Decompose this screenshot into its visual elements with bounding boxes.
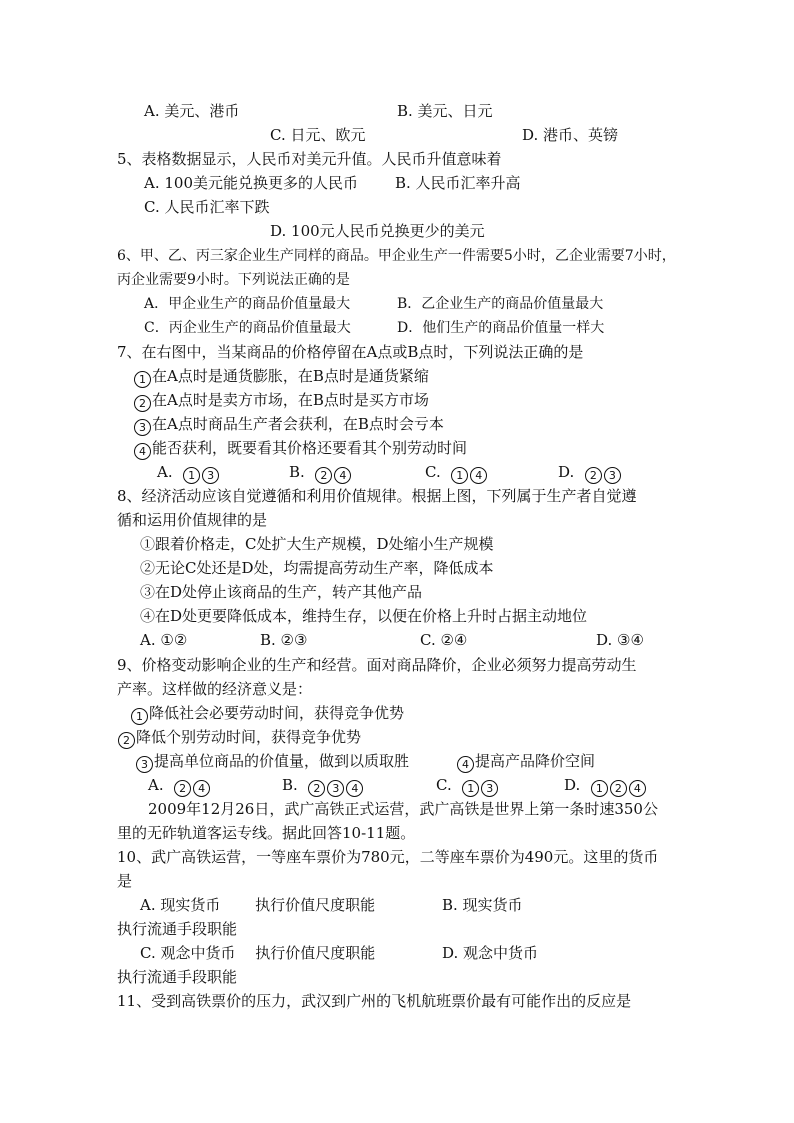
q9-stem-line-1: 9、价格变动影响企业的生产和经营。面对商品降价，企业必须努力提高劳动生 bbox=[117, 656, 637, 674]
q6-stem-line-1: 6、甲、乙、丙三家企业生产同样的商品。甲企业生产一件需要5小时，乙企业需要7小时， bbox=[117, 248, 676, 264]
circled-number: 2 bbox=[118, 732, 135, 749]
q6-option-c: C．丙企业生产的商品价值量最大 bbox=[144, 320, 351, 336]
intro-line-1: 2009年12月26日，武广高铁正式运营，武广高铁是世界上第一条时速350公 bbox=[148, 800, 658, 818]
q7-option-b bbox=[289, 462, 352, 484]
option-label: A. bbox=[157, 463, 173, 481]
q9-stem-line-2: 产率。这样做的经济意义是： bbox=[117, 680, 313, 698]
circled-number: 2 bbox=[585, 467, 602, 484]
q8-stem-line-2: 循和运用价值规律的是 bbox=[117, 511, 268, 529]
q9-option-b bbox=[282, 775, 364, 797]
circled-number: 3 bbox=[136, 756, 153, 773]
q7-statement-3 bbox=[133, 414, 444, 436]
q10-option-d-continued: 执行流通手段职能 bbox=[117, 968, 238, 986]
q4-option-c: C. 日元、欧元 bbox=[270, 126, 366, 144]
statement-text: 能否获利，既要看其价格还要看其个别劳动时间 bbox=[152, 439, 468, 457]
q4-option-d: D. 港币、英镑 bbox=[522, 126, 619, 144]
q7-option-c bbox=[425, 462, 488, 484]
q6-stem-line-2: 丙企业需要9小时。下列说法正确的是 bbox=[117, 272, 350, 288]
option-label: B. bbox=[289, 463, 305, 481]
q11-stem: 11、受到高铁票价的压力，武汉到广州的飞机航班票价最有可能作出的反应是 bbox=[117, 992, 632, 1010]
q10-stem-line-1: 10、武广高铁运营，一等座车票价为780元，二等座车票价为490元。这里的货币 bbox=[117, 848, 659, 866]
q10-option-a: A. 现实货币 执行价值尺度职能 bbox=[140, 896, 376, 914]
circled-number: 1 bbox=[591, 780, 608, 797]
q8-statement-2: ②无论C处还是D处，均需提高劳动生产率，降低成本 bbox=[140, 559, 494, 577]
q10-option-c: C. 观念中货币 执行价值尺度职能 bbox=[140, 944, 376, 962]
q5-option-a: A. 100美元能兑换更多的人民币 bbox=[144, 174, 359, 192]
option-label: A. bbox=[148, 776, 164, 794]
intro-line-2: 里的无砟轨道客运专线。据此回答10-11题。 bbox=[117, 824, 416, 842]
q8-option-a: A. ①② bbox=[140, 631, 188, 649]
statement-text: 降低个别劳动时间，获得竞争优势 bbox=[136, 728, 362, 746]
q4-option-b: B. 美元、日元 bbox=[397, 102, 493, 120]
q10-option-b-continued: 执行流通手段职能 bbox=[117, 920, 238, 938]
statement-text: 提高单位商品的价值量，做到以质取胜 bbox=[154, 752, 410, 770]
circled-number: 2 bbox=[308, 780, 325, 797]
circled-number: 1 bbox=[134, 371, 151, 388]
statement-text: 在A点时是卖方市场，在B点时是买方市场 bbox=[152, 391, 429, 409]
q8-option-c: C. ②④ bbox=[420, 631, 468, 649]
circled-number: 2 bbox=[174, 780, 191, 797]
q6-option-a: A．甲企业生产的商品价值量最大 bbox=[144, 296, 351, 312]
q7-option-a bbox=[157, 462, 220, 484]
q7-statement-1 bbox=[133, 366, 429, 388]
q8-option-b: B. ②③ bbox=[260, 631, 308, 649]
circled-number: 1 bbox=[462, 780, 479, 797]
q8-statement-1: ①跟着价格走，C处扩大生产规模，D处缩小生产规模 bbox=[140, 535, 494, 553]
circled-number: 4 bbox=[193, 780, 210, 797]
circled-number: 1 bbox=[183, 467, 200, 484]
q8-stem-line-1: 8、经济活动应该自觉遵循和利用价值规律。根据上图，下列属于生产者自觉遵 bbox=[117, 487, 637, 505]
circled-number: 4 bbox=[346, 780, 363, 797]
q9-option-a bbox=[148, 775, 211, 797]
q10-stem-line-2: 是 bbox=[117, 872, 133, 890]
q8-option-d: D. ③④ bbox=[596, 631, 644, 649]
statement-text: 在A点时是通货膨胀，在B点时是通货紧缩 bbox=[152, 367, 429, 385]
q5-option-d: D. 100元人民币兑换更少的美元 bbox=[270, 222, 485, 240]
circled-number: 1 bbox=[451, 467, 468, 484]
q9-statement-3 bbox=[135, 751, 409, 773]
q4-option-a: A. 美元、港币 bbox=[144, 102, 240, 120]
q9-option-d bbox=[564, 775, 647, 797]
circled-number: 2 bbox=[315, 467, 332, 484]
circled-number: 3 bbox=[202, 467, 219, 484]
q7-option-d bbox=[558, 462, 622, 484]
q7-statement-4 bbox=[133, 438, 467, 460]
q9-statement-2 bbox=[117, 727, 361, 749]
statement-text: 提高产品降价空间 bbox=[475, 752, 596, 770]
circled-number: 3 bbox=[604, 467, 621, 484]
circled-number: 3 bbox=[134, 419, 151, 436]
circled-number: 4 bbox=[134, 443, 151, 460]
q8-statement-4: ④在D处更要降低成本，维持生存，以便在价格上升时占据主动地位 bbox=[140, 607, 588, 625]
circled-number: 4 bbox=[629, 780, 646, 797]
statement-text: 降低社会必要劳动时间，获得竞争优势 bbox=[149, 704, 405, 722]
q10-option-b: B. 现实货币 bbox=[442, 896, 523, 914]
option-label: C. bbox=[425, 463, 441, 481]
q9-statement-4 bbox=[456, 751, 595, 773]
circled-number: 3 bbox=[327, 780, 344, 797]
q8-statement-3: ③在D处停止该商品的生产，转产其他产品 bbox=[140, 583, 423, 601]
q5-option-b: B. 人民币汇率升高 bbox=[395, 174, 521, 192]
option-label: D. bbox=[558, 463, 575, 481]
circled-number: 2 bbox=[610, 780, 627, 797]
q5-stem: 5、表格数据显示，人民币对美元升值。人民币升值意味着 bbox=[117, 150, 502, 168]
q9-statement-1 bbox=[130, 703, 404, 725]
option-label: D. bbox=[564, 776, 581, 794]
circled-number: 4 bbox=[470, 467, 487, 484]
q9-option-c bbox=[436, 775, 499, 797]
q7-statement-2 bbox=[133, 390, 429, 412]
option-label: C. bbox=[436, 776, 452, 794]
circled-number: 3 bbox=[481, 780, 498, 797]
circled-number: 4 bbox=[334, 467, 351, 484]
circled-number: 2 bbox=[134, 395, 151, 412]
circled-number: 1 bbox=[131, 708, 148, 725]
statement-text: 在A点时商品生产者会获利，在B点时会亏本 bbox=[152, 415, 444, 433]
q7-stem: 7、在右图中，当某商品的价格停留在A点或B点时，下列说法正确的是 bbox=[117, 343, 584, 361]
q6-option-b: B．乙企业生产的商品价值量最大 bbox=[397, 296, 604, 312]
q6-option-d: D．他们生产的商品价值量一样大 bbox=[397, 320, 605, 336]
q5-option-c: C. 人民币汇率下跌 bbox=[144, 198, 270, 216]
circled-number: 4 bbox=[457, 756, 474, 773]
option-label: B. bbox=[282, 776, 298, 794]
q10-option-d: D. 观念中货币 bbox=[442, 944, 539, 962]
